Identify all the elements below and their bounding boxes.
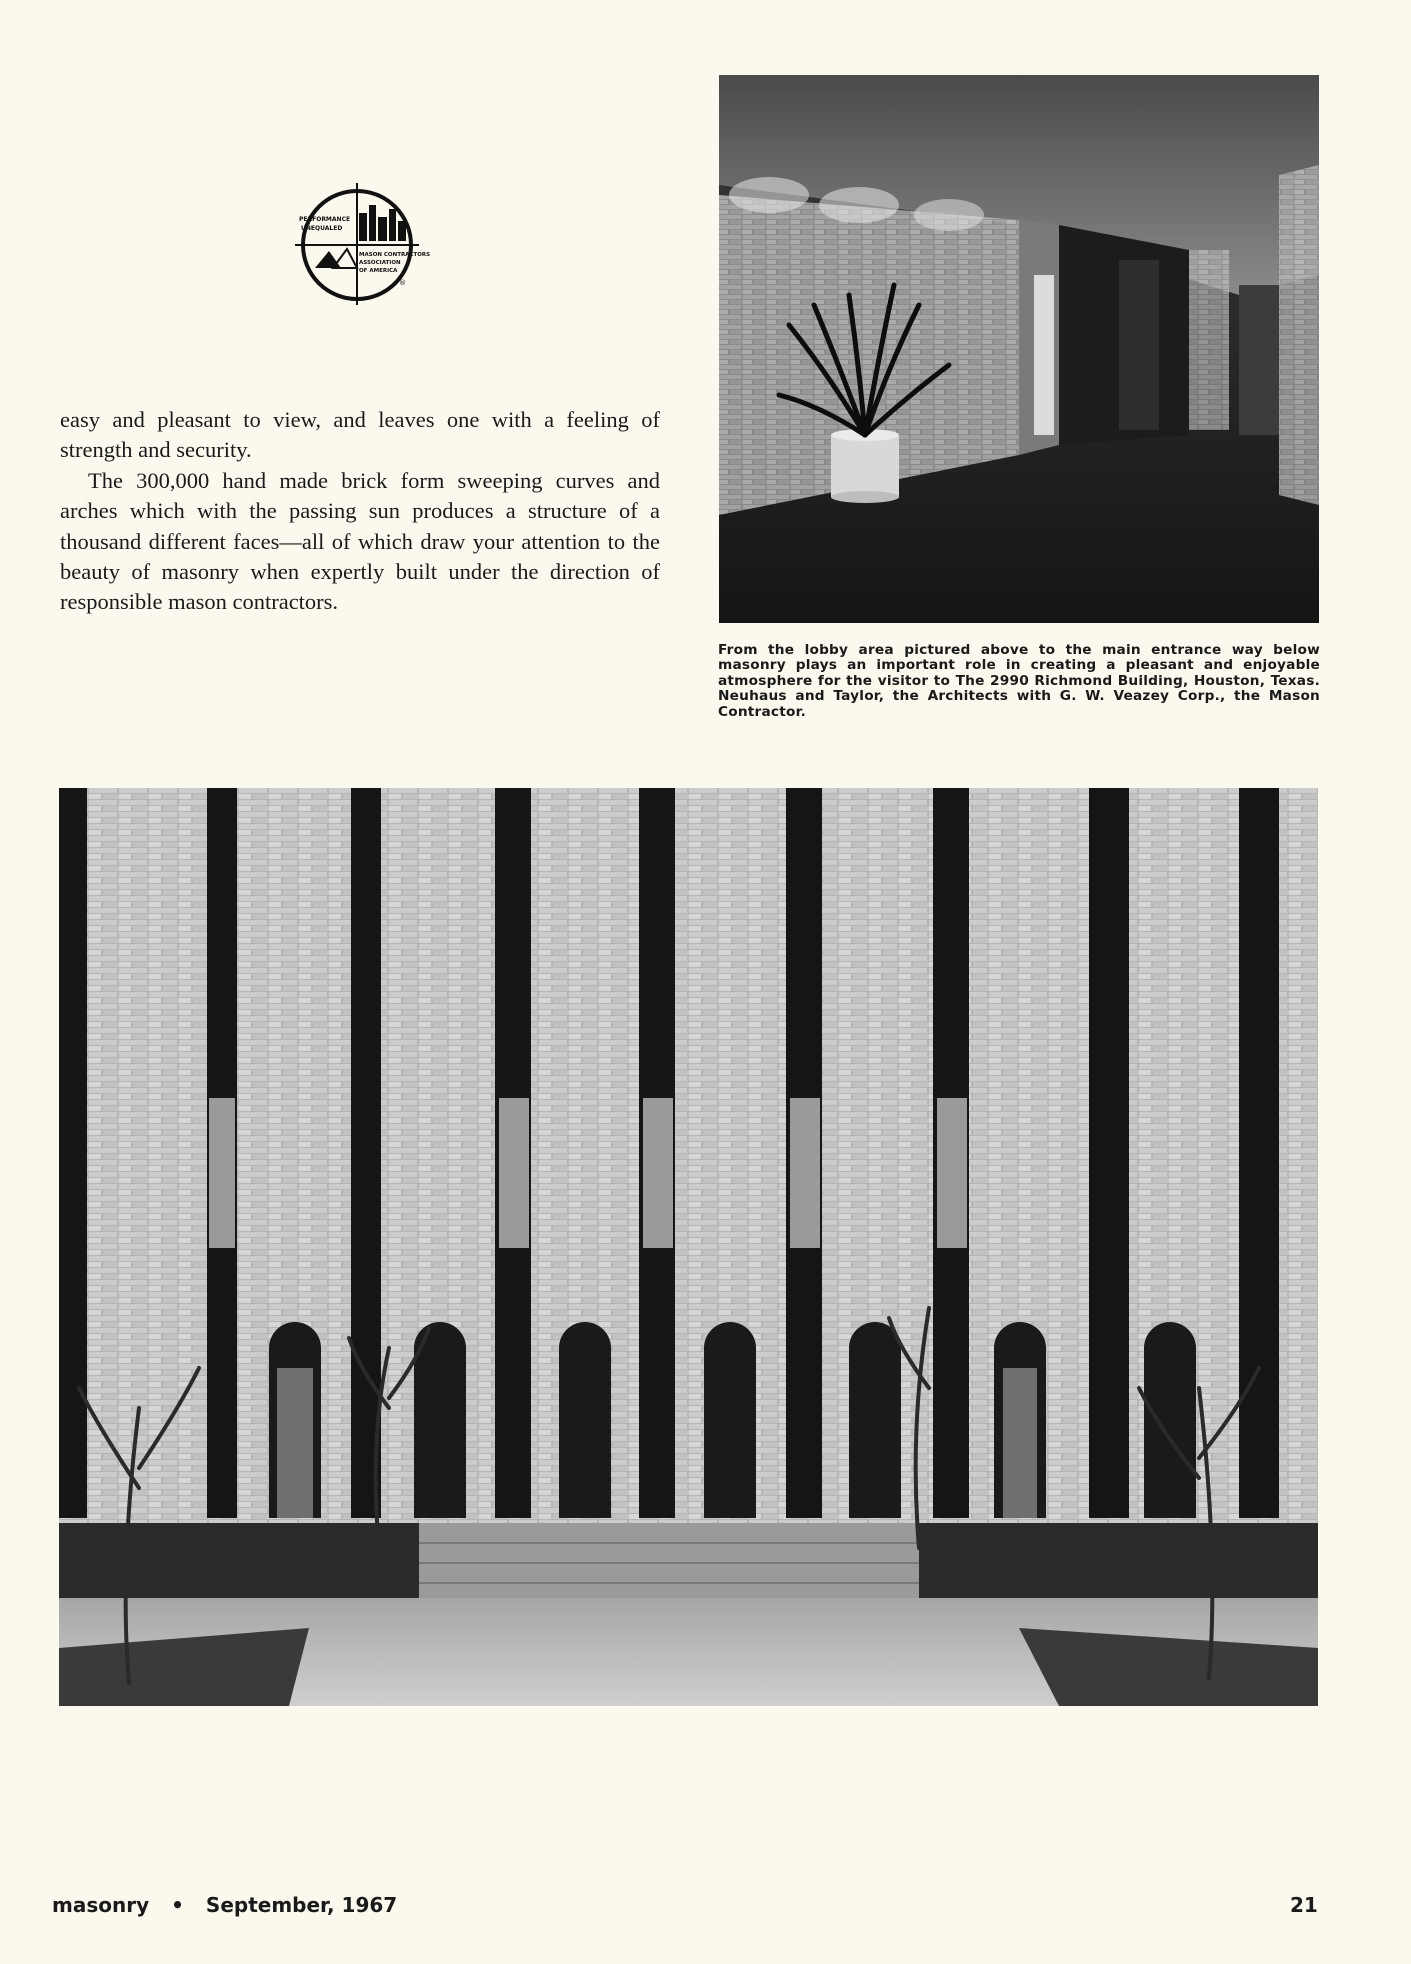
page-number: 21 bbox=[1290, 1893, 1318, 1917]
footer-publication-line bbox=[52, 1893, 397, 1917]
logo-registered-mark: ® bbox=[399, 279, 406, 287]
logo-text-performance: PERFORMANCE bbox=[299, 216, 351, 223]
logo-text-assoc-1: MASON CONTRACTORS bbox=[359, 252, 431, 258]
photo-caption: From the lobby area pictured above to the main entrance way below masonry plays an important role in creating a pleasant and enjoyable atmosphere for the visitor to The 2990 Richmond Building, Houston, Texas. Neuhaus and Taylor, the Architects with G. W. Veazey Corp., the Mason Contractor. bbox=[718, 642, 1320, 720]
lobby-photo bbox=[719, 75, 1319, 623]
footer-publication: masonry bbox=[52, 1893, 150, 1917]
article-paragraph-1: easy and pleasant to view, and leaves one with a feeling of strength and security. bbox=[60, 407, 660, 463]
article-body bbox=[60, 405, 660, 618]
logo-text-unequaled: UNEQUALED bbox=[301, 225, 343, 232]
article-paragraph-2: The 300,000 hand made brick form sweeping curves and arches which with the passing sun produces a structure of a thousand different faces—all of which draw your attention to the beauty of masonry when expertly built under the direction of responsible mason contractors. bbox=[60, 467, 660, 615]
logo-text-assoc-3: OF AMERICA bbox=[359, 268, 398, 274]
footer-bullet: • bbox=[171, 1893, 184, 1917]
logo-text-assoc-2: ASSOCIATION bbox=[359, 260, 401, 266]
facade-photo bbox=[59, 788, 1318, 1706]
footer-date: September, 1967 bbox=[205, 1893, 398, 1917]
mason-contractors-logo bbox=[295, 183, 435, 305]
